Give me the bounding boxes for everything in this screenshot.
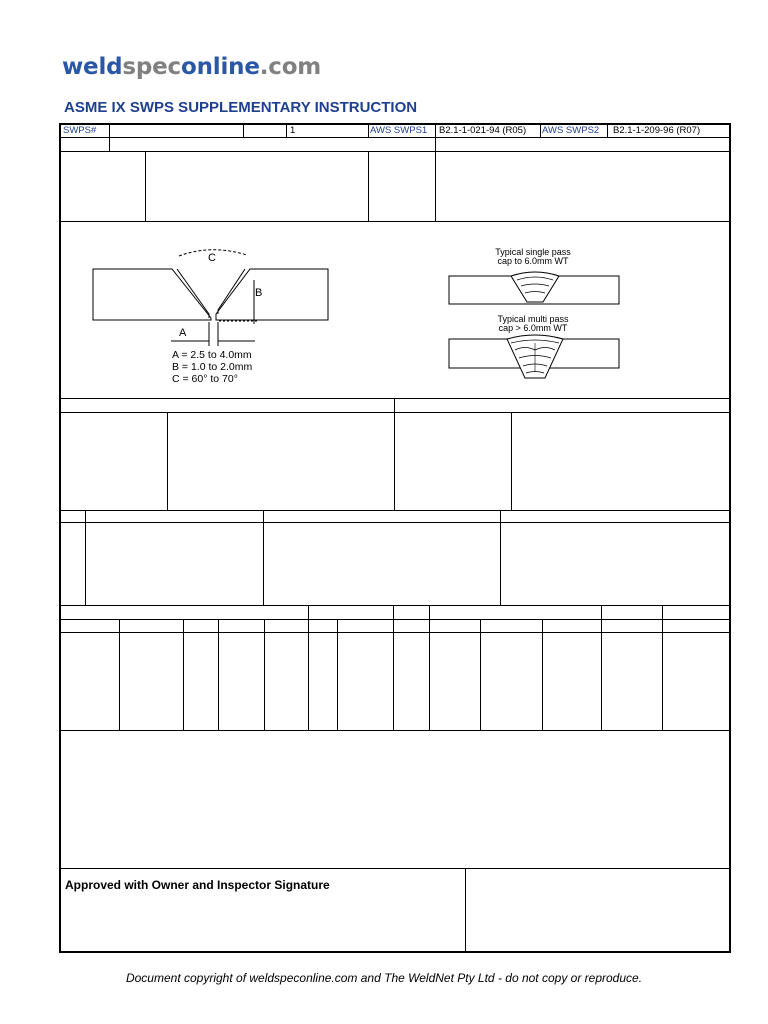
approval-top-divider xyxy=(59,868,731,869)
header-col-divider xyxy=(540,123,541,137)
header-row2-divider xyxy=(59,151,731,152)
table-col-divider xyxy=(119,619,120,730)
header-col-divider xyxy=(109,123,110,151)
swps-label: SWPS# xyxy=(63,125,97,136)
aws-swps1-value: B2.1-1-021-94 (R05) xyxy=(439,125,527,136)
header-col-divider xyxy=(607,123,608,137)
section5-header-divider xyxy=(59,522,731,523)
section4-header-divider xyxy=(59,412,731,413)
section5-top-divider xyxy=(59,510,731,511)
section2-col-divider xyxy=(145,151,146,221)
section5-col-divider xyxy=(500,510,501,605)
left-bevel-inner xyxy=(177,269,209,318)
table-col-divider xyxy=(662,605,663,730)
table-col-divider xyxy=(264,619,265,730)
section4-col-divider xyxy=(511,412,512,510)
dim-b-text: B = 1.0 to 2.0mm xyxy=(172,361,253,373)
left-plate xyxy=(93,269,211,320)
label-a: A xyxy=(179,327,187,339)
single-pass-line1: Typical single pass xyxy=(495,247,571,257)
section6-header-divider xyxy=(59,619,731,620)
label-b: B xyxy=(255,287,263,299)
dim-c-text: C = 60° to 70° xyxy=(172,373,238,385)
rev-value: 1 xyxy=(290,125,296,136)
section4-col-divider xyxy=(394,398,395,510)
section6-subheader-divider xyxy=(59,632,731,633)
section4-col-divider xyxy=(167,412,168,510)
table-col-divider xyxy=(429,605,430,730)
site-logo xyxy=(62,54,321,80)
table-col-divider xyxy=(601,605,602,730)
logo-part-weld: weld xyxy=(62,54,123,80)
table-col-divider xyxy=(542,619,543,730)
label-c: C xyxy=(208,252,216,264)
header-col-divider xyxy=(368,123,369,137)
copyright-footer: Document copyright of weldspeconline.com and The WeldNet Pty Ltd - do not copy or reproduce. xyxy=(125,971,643,985)
logo-part-online: online xyxy=(181,54,260,80)
header-row-divider xyxy=(59,137,731,138)
header-col-divider xyxy=(435,123,436,221)
approval-label: Approved with Owner and Inspector Signature xyxy=(65,878,330,892)
table-col-divider xyxy=(183,619,184,730)
header-col-divider xyxy=(286,123,287,137)
aws-swps1-label: AWS SWPS1 xyxy=(370,125,428,136)
dim-a-text: A = 2.5 to 4.0mm xyxy=(172,349,252,361)
joint-diagram xyxy=(59,222,731,398)
multi-pass-line1: Typical multi pass xyxy=(497,314,569,324)
section6-top-divider xyxy=(59,605,731,606)
aws-swps2-label: AWS SWPS2 xyxy=(542,125,600,136)
logo-part-com: .com xyxy=(259,54,322,80)
table-col-divider xyxy=(393,605,394,730)
single-pass-line2: cap to 6.0mm WT xyxy=(497,256,569,266)
table-col-divider xyxy=(218,619,219,730)
table-col-divider xyxy=(308,605,309,730)
document-title: ASME IX SWPS SUPPLEMENTARY INSTRUCTION xyxy=(64,99,418,116)
header-col-divider xyxy=(243,123,244,137)
approval-col-divider xyxy=(465,868,466,953)
table-col-divider xyxy=(480,619,481,730)
right-plate xyxy=(216,269,328,320)
aws-swps2-value: B2.1-1-209-96 (R07) xyxy=(613,125,701,136)
section6-bottom-divider xyxy=(59,730,731,731)
logo-part-spec: spec xyxy=(122,54,181,80)
section5-col-divider xyxy=(85,510,86,605)
multi-pass-line2: cap > 6.0mm WT xyxy=(498,323,568,333)
right-bevel-inner xyxy=(218,269,245,314)
single-pass-weld xyxy=(511,272,559,302)
table-col-divider xyxy=(337,619,338,730)
section2-col-divider xyxy=(368,151,369,221)
section4-top-divider xyxy=(59,398,731,399)
section5-col-divider xyxy=(263,510,264,605)
